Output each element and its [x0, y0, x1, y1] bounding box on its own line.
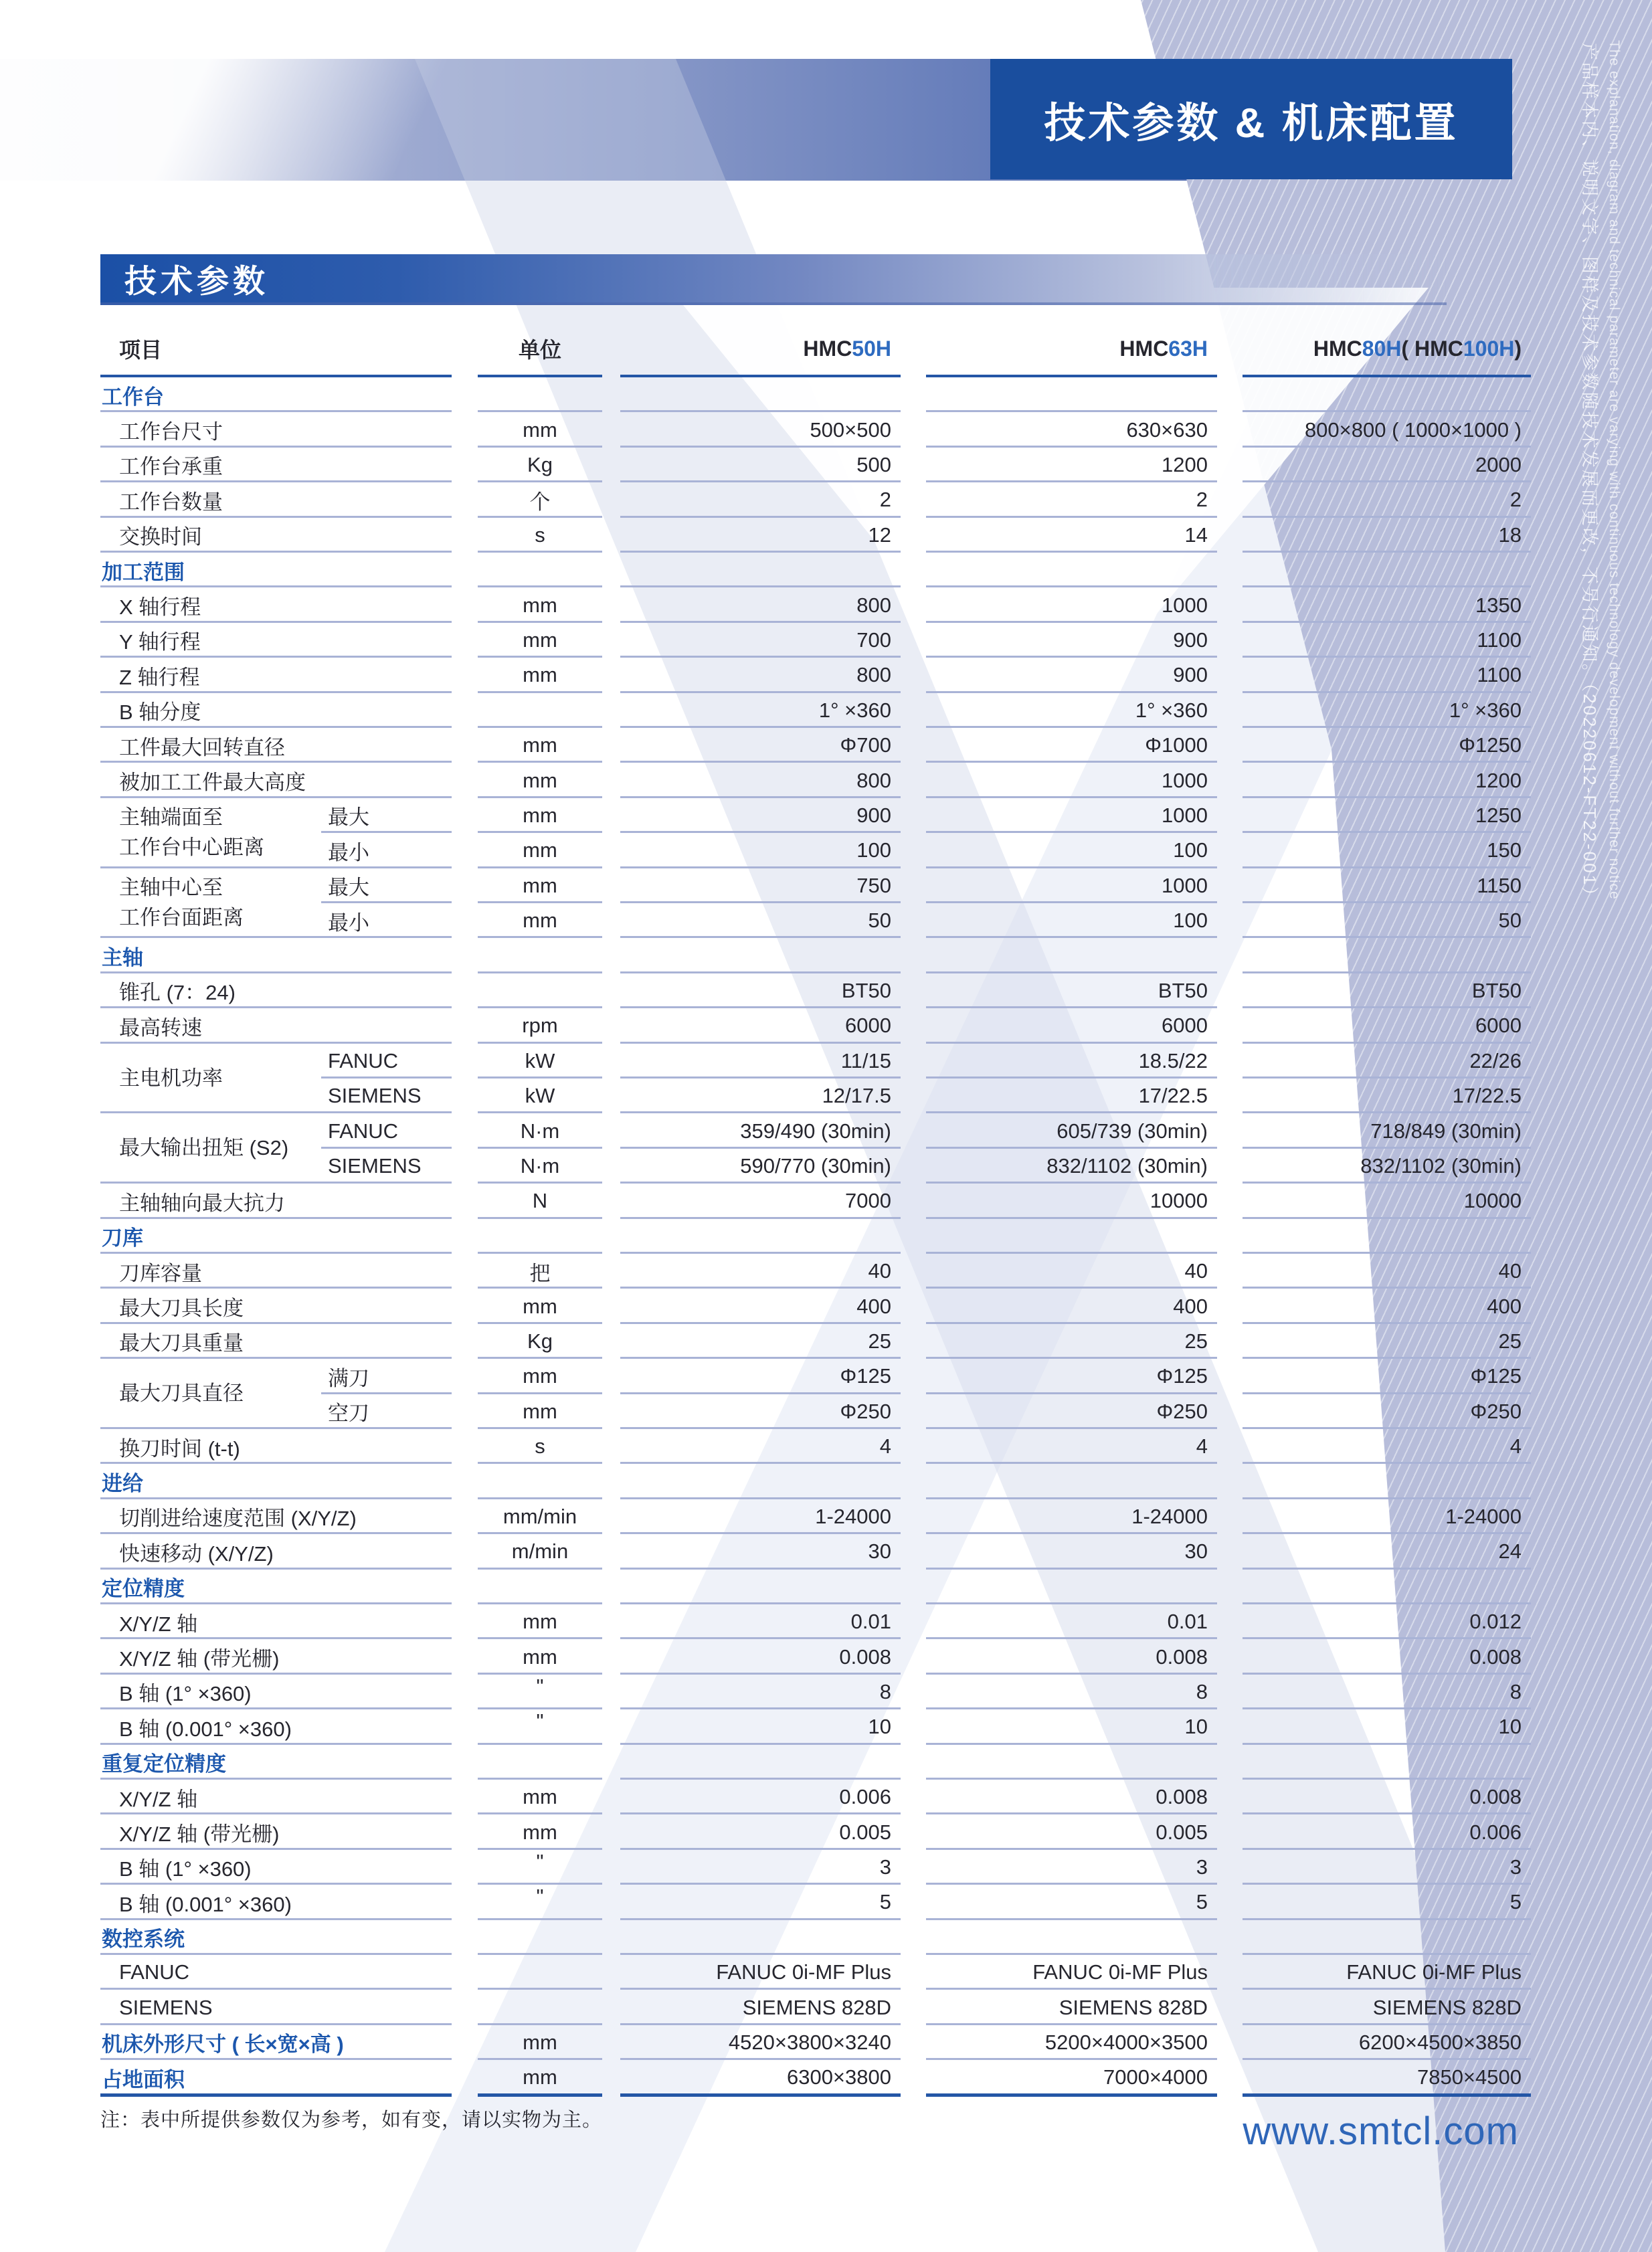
value-cell: 0.012	[1469, 1610, 1522, 1634]
unit-cell: mm	[523, 2030, 557, 2054]
value-cell: 100	[856, 838, 891, 862]
value-cell: 6000	[845, 1014, 891, 1038]
row-separator	[1243, 2093, 1531, 2097]
value-cell: 6200×4500×3850	[1358, 2030, 1522, 2054]
value-cell: 2	[879, 488, 891, 512]
unit-cell: N·m	[520, 1153, 560, 1178]
row-label: X/Y/Z 轴	[119, 1612, 198, 1636]
value-cell: 6300×3800	[786, 2065, 891, 2089]
value-cell: 7850×4500	[1416, 2065, 1522, 2089]
unit-cell: mm	[523, 1785, 557, 1809]
row-separator	[478, 2093, 602, 2097]
row-separator	[1243, 375, 1531, 377]
column-header-item: 项目	[119, 338, 163, 362]
value-cell: 100	[1173, 909, 1208, 933]
row-separator	[1243, 1743, 1531, 1745]
section-header: 数控系统	[102, 1928, 185, 1952]
value-cell: 0.005	[839, 1820, 891, 1844]
unit-cell: Kg	[527, 1329, 553, 1353]
row-label: 交换时间	[119, 525, 202, 549]
row-separator	[926, 2093, 1217, 2097]
unit-cell: mm	[523, 417, 557, 442]
value-cell: 30	[868, 1539, 891, 1564]
value-cell: FANUC 0i-MF Plus	[716, 1960, 891, 1984]
value-cell: 0.01	[850, 1610, 891, 1634]
value-cell: 6000	[1162, 1014, 1208, 1038]
sub-label: 最大	[328, 876, 369, 900]
value-cell: 605/739 (30min)	[1057, 1119, 1208, 1143]
section-bar-title: 技术参数	[124, 264, 270, 300]
value-cell: 750	[856, 873, 891, 897]
value-cell: 12/17.5	[822, 1084, 891, 1108]
value-cell: 3	[1196, 1855, 1208, 1879]
value-cell: 1° ×360	[1449, 698, 1522, 722]
value-cell: 25	[868, 1329, 891, 1353]
sub-label: 最小	[328, 911, 369, 935]
unit-cell: mm	[523, 1645, 557, 1669]
sub-label: FANUC	[328, 1119, 399, 1143]
row-label-group: 主轴端面至 工作台中心距离	[119, 806, 264, 860]
value-cell: 832/1102 (30min)	[1360, 1153, 1522, 1178]
section-header: 刀库	[102, 1226, 143, 1250]
value-cell: 0.006	[1469, 1820, 1522, 1844]
value-cell: 17/22.5	[1452, 1084, 1522, 1108]
footnote: 注：表中所提供参数仅为参考，如有变，请以实物为主。	[100, 2109, 603, 2131]
value-cell: Φ125	[1156, 1364, 1208, 1388]
value-cell: 0.008	[839, 1645, 891, 1669]
unit-cell: "	[536, 1885, 544, 1909]
value-cell: 590/770 (30min)	[740, 1153, 891, 1178]
value-cell: 900	[1173, 663, 1208, 687]
value-cell: Φ1250	[1459, 733, 1522, 757]
row-label: 工作台尺寸	[119, 420, 223, 444]
row-label: 工件最大回转直径	[119, 735, 285, 759]
row-separator	[620, 1462, 901, 1464]
row-label: SIEMENS	[119, 1995, 213, 2019]
value-cell: 40	[868, 1259, 891, 1283]
value-cell: 1200	[1475, 768, 1522, 792]
row-label: X/Y/Z 轴 (带光栅)	[119, 1647, 280, 1671]
unit-cell: mm	[523, 663, 557, 687]
row-separator	[926, 1462, 1217, 1464]
value-cell: 4	[879, 1434, 891, 1459]
value-cell: 18	[1498, 523, 1522, 547]
section-header: 主轴	[102, 946, 143, 970]
value-cell: Φ125	[840, 1364, 891, 1388]
value-cell: BT50	[1471, 978, 1522, 1002]
value-cell: 800×800 ( 1000×1000 )	[1304, 417, 1522, 442]
row-label: B 轴 (0.001° ×360)	[119, 1717, 292, 1741]
row-label: X 轴行程	[119, 595, 201, 620]
unit-cell: "	[536, 1674, 544, 1698]
row-separator	[1243, 1462, 1531, 1464]
value-cell: Φ250	[1470, 1399, 1522, 1423]
value-cell: 4520×3800×3240	[728, 2030, 891, 2054]
unit-cell: mm/min	[502, 1504, 577, 1528]
unit-cell: kW	[525, 1084, 555, 1108]
value-cell: 2000	[1475, 452, 1522, 476]
row-label: B 轴 (1° ×360)	[119, 1857, 252, 1881]
row-label: 刀库容量	[119, 1261, 202, 1285]
value-cell: 2	[1509, 488, 1522, 512]
unit-cell: "	[536, 1709, 544, 1733]
value-cell: 900	[856, 803, 891, 827]
value-cell: 400	[1173, 1294, 1208, 1318]
row-separator	[620, 1568, 901, 1570]
column-header-model: HMC 63H	[1119, 336, 1208, 361]
row-separator	[100, 2093, 452, 2097]
unit-cell	[478, 1990, 602, 2025]
value-cell: SIEMENS 828D	[1372, 1995, 1522, 2019]
value-cell: FANUC 0i-MF Plus	[1032, 1960, 1208, 1984]
value-cell: 500×500	[810, 417, 891, 442]
column-header-model: HMC 50H	[803, 336, 891, 361]
value-cell: 1150	[1477, 873, 1522, 897]
row-separator	[620, 1743, 901, 1745]
row-label: X/Y/Z 轴 (带光栅)	[119, 1822, 280, 1847]
sub-label: FANUC	[328, 1048, 399, 1072]
unit-cell: mm	[523, 909, 557, 933]
unit-cell	[478, 1955, 602, 1990]
unit-cell: s	[535, 523, 545, 547]
unit-cell: mm	[523, 1294, 557, 1318]
value-cell: 1250	[1475, 803, 1522, 827]
sub-label: SIEMENS	[328, 1153, 422, 1178]
unit-cell: mm	[523, 1364, 557, 1388]
value-cell: 6000	[1475, 1014, 1522, 1038]
value-cell: 2	[1196, 488, 1208, 512]
row-separator	[1243, 1568, 1531, 1570]
sub-label: 满刀	[328, 1366, 369, 1390]
value-cell: 0.01	[1167, 1610, 1208, 1634]
row-label: Z 轴行程	[119, 665, 200, 689]
unit-cell: kW	[525, 1048, 555, 1072]
row-separator	[478, 1568, 602, 1570]
row-label: 锥孔 (7：24)	[119, 981, 236, 1005]
value-cell: 3	[1509, 1855, 1522, 1879]
value-cell: 40	[1498, 1259, 1522, 1283]
row-separator	[478, 551, 602, 553]
value-cell: 1° ×360	[818, 698, 891, 722]
value-cell: 832/1102 (30min)	[1046, 1153, 1208, 1178]
value-cell: 18.5/22	[1138, 1048, 1208, 1072]
row-separator	[926, 1217, 1217, 1219]
unit-cell	[478, 693, 602, 728]
row-label: 主轴轴向最大抗力	[119, 1191, 285, 1215]
unit-cell: "	[536, 1849, 544, 1873]
value-cell: 25	[1498, 1329, 1522, 1353]
value-cell: 5	[1509, 1890, 1522, 1914]
row-label: 最高转速	[119, 1016, 202, 1040]
value-cell: 700	[856, 628, 891, 652]
row-label: X/Y/Z 轴	[119, 1787, 198, 1811]
unit-cell: mm	[523, 628, 557, 652]
value-cell: 10	[868, 1715, 891, 1739]
value-cell: 10	[1498, 1715, 1522, 1739]
value-cell: 1100	[1477, 663, 1522, 687]
row-separator	[620, 2093, 901, 2097]
unit-cell: 个	[529, 490, 551, 514]
column-header-model: HMC 80H ( HMC 100H )	[1313, 336, 1522, 361]
sub-label: 最小	[328, 840, 369, 864]
value-cell: 5200×4000×3500	[1044, 2030, 1208, 2054]
website-link[interactable]: www.smtcl.com	[1243, 2109, 1519, 2153]
value-cell: 500	[856, 452, 891, 476]
unit-cell	[478, 973, 602, 1008]
value-cell: 24	[1498, 1539, 1522, 1564]
value-cell: BT50	[1158, 978, 1208, 1002]
unit-cell: Kg	[527, 452, 553, 476]
value-cell: 1000	[1162, 873, 1208, 897]
unit-cell: s	[535, 1434, 545, 1459]
value-cell: 630×630	[1126, 417, 1208, 442]
value-cell: 1000	[1162, 803, 1208, 827]
value-cell: 25	[1184, 1329, 1208, 1353]
value-cell: 10	[1184, 1715, 1208, 1739]
row-separator	[926, 375, 1217, 377]
unit-cell: mm	[523, 803, 557, 827]
row-separator	[478, 1743, 602, 1745]
value-cell: 1000	[1162, 593, 1208, 617]
side-note-en: The explanation, diagram and technical parameter are varying with continuous technology development without further notice	[1607, 40, 1622, 900]
row-separator	[478, 1462, 602, 1464]
value-cell: 900	[1173, 628, 1208, 652]
value-cell: 0.008	[1469, 1645, 1522, 1669]
value-cell: SIEMENS 828D	[1059, 1995, 1208, 2019]
row-separator	[620, 551, 901, 553]
value-cell: 30	[1184, 1539, 1208, 1564]
value-cell: Φ700	[840, 733, 891, 757]
value-cell: 11/15	[840, 1048, 891, 1072]
unit-cell: mm	[523, 1399, 557, 1423]
value-cell: 1000	[1162, 768, 1208, 792]
row-label: B 轴 (0.001° ×360)	[119, 1892, 292, 1916]
value-cell: 5	[879, 1890, 891, 1914]
value-cell: 1350	[1475, 593, 1522, 617]
value-cell: 150	[1487, 838, 1522, 862]
row-separator	[1243, 551, 1531, 553]
value-cell: 4	[1509, 1434, 1522, 1459]
value-cell: Φ125	[1470, 1364, 1522, 1388]
row-label: 占地面积	[102, 2067, 185, 2091]
row-separator	[926, 1918, 1217, 1920]
value-cell: 14	[1184, 523, 1208, 547]
value-cell: 800	[856, 768, 891, 792]
section-header: 加工范围	[102, 560, 185, 584]
unit-cell: m/min	[511, 1539, 569, 1564]
row-label: 换刀时间 (t-t)	[119, 1436, 240, 1461]
value-cell: 10000	[1150, 1189, 1208, 1213]
value-cell: 1-24000	[1445, 1504, 1522, 1528]
row-label: Y 轴行程	[119, 630, 201, 654]
value-cell: 40	[1184, 1259, 1208, 1283]
value-cell: 8	[1196, 1679, 1208, 1703]
value-cell: 17/22.5	[1138, 1084, 1208, 1108]
row-separator	[478, 375, 602, 377]
value-cell: Φ250	[1156, 1399, 1208, 1423]
value-cell: 0.008	[1156, 1785, 1208, 1809]
row-label: 最大刀具长度	[119, 1297, 244, 1321]
value-cell: 8	[1509, 1679, 1522, 1703]
value-cell: 10000	[1463, 1189, 1522, 1213]
row-label: 机床外形尺寸 ( 长×宽×高 )	[102, 2033, 344, 2057]
row-label: B 轴 (1° ×360)	[119, 1682, 252, 1706]
row-separator	[620, 1918, 901, 1920]
row-separator	[926, 1568, 1217, 1570]
value-cell: 22/26	[1469, 1048, 1522, 1072]
value-cell: 800	[856, 663, 891, 687]
row-separator	[1243, 1217, 1531, 1219]
unit-cell: rpm	[522, 1014, 558, 1038]
row-label-group: 最大刀具直径	[119, 1382, 244, 1406]
value-cell: 718/849 (30min)	[1370, 1119, 1522, 1143]
sub-label: 最大	[328, 806, 369, 830]
value-cell: 7000×4000	[1103, 2065, 1208, 2089]
row-label: B 轴分度	[119, 700, 201, 725]
section-header: 进给	[102, 1472, 143, 1496]
value-cell: 7000	[845, 1189, 891, 1213]
section-header: 重复定位精度	[102, 1752, 226, 1776]
row-separator	[1243, 1918, 1531, 1920]
row-label: 工作台数量	[119, 490, 223, 514]
row-separator	[620, 375, 901, 377]
unit-cell: N·m	[520, 1119, 560, 1143]
unit-cell: mm	[523, 873, 557, 897]
unit-cell: mm	[523, 838, 557, 862]
row-separator	[620, 936, 901, 938]
value-cell: 400	[1487, 1294, 1522, 1318]
side-note-cn: 产品样本内、说明文字、图样及技术参数随技术发展而更改，不另行通知。（20220612-FT22-001）	[1580, 43, 1600, 907]
unit-cell: mm	[523, 733, 557, 757]
row-separator	[1243, 936, 1531, 938]
value-cell: 50	[1498, 909, 1522, 933]
row-separator	[478, 1918, 602, 1920]
value-cell: 1-24000	[815, 1504, 891, 1528]
row-separator	[478, 1217, 602, 1219]
row-label: FANUC	[119, 1960, 190, 1984]
row-label-group: 最大输出扭矩 (S2)	[119, 1136, 289, 1160]
unit-cell: mm	[523, 2065, 557, 2089]
value-cell: Φ250	[840, 1399, 891, 1423]
row-label: 切削进给速度范围 (X/Y/Z)	[119, 1507, 357, 1531]
value-cell: Φ1000	[1145, 733, 1208, 757]
row-label-group: 主电机功率	[119, 1066, 223, 1090]
section-header: 工作台	[102, 385, 164, 409]
unit-cell: 把	[529, 1261, 551, 1285]
value-cell: 1-24000	[1131, 1504, 1208, 1528]
row-label-group: 主轴中心至 工作台面距离	[119, 876, 244, 929]
section-header: 定位精度	[102, 1577, 185, 1601]
value-cell: BT50	[841, 978, 891, 1002]
row-separator	[926, 551, 1217, 553]
value-cell: 1100	[1477, 628, 1522, 652]
value-cell: 359/490 (30min)	[740, 1119, 891, 1143]
value-cell: 0.006	[839, 1785, 891, 1809]
value-cell: 100	[1173, 838, 1208, 862]
unit-cell: mm	[523, 593, 557, 617]
value-cell: 3	[879, 1855, 891, 1879]
value-cell: SIEMENS 828D	[742, 1995, 891, 2019]
unit-cell: mm	[523, 1820, 557, 1844]
value-cell: 400	[856, 1294, 891, 1318]
value-cell: 800	[856, 593, 891, 617]
value-cell: 0.008	[1156, 1645, 1208, 1669]
sub-label: SIEMENS	[328, 1084, 422, 1108]
unit-cell: N	[532, 1189, 548, 1213]
row-separator	[478, 936, 602, 938]
column-header-unit: 单位	[518, 338, 561, 362]
row-label: 最大刀具重量	[119, 1331, 244, 1355]
value-cell: 50	[868, 909, 891, 933]
unit-cell: mm	[523, 768, 557, 792]
value-cell: 8	[879, 1679, 891, 1703]
row-label: 被加工工件最大高度	[119, 771, 306, 795]
row-label: 快速移动 (X/Y/Z)	[119, 1541, 274, 1566]
value-cell: 5	[1196, 1890, 1208, 1914]
unit-cell: mm	[523, 1610, 557, 1634]
value-cell: FANUC 0i-MF Plus	[1346, 1960, 1522, 1984]
value-cell: 0.008	[1469, 1785, 1522, 1809]
value-cell: 1° ×360	[1135, 698, 1208, 722]
sub-label: 空刀	[328, 1402, 369, 1426]
value-cell: 4	[1196, 1434, 1208, 1459]
value-cell: 1200	[1162, 452, 1208, 476]
row-label: 工作台承重	[119, 455, 223, 479]
value-cell: 0.005	[1156, 1820, 1208, 1844]
page-banner-title: 技术参数 & 机床配置	[1044, 100, 1459, 147]
row-separator	[926, 1743, 1217, 1745]
row-separator	[926, 936, 1217, 938]
value-cell: 12	[868, 523, 891, 547]
row-separator	[620, 1217, 901, 1219]
